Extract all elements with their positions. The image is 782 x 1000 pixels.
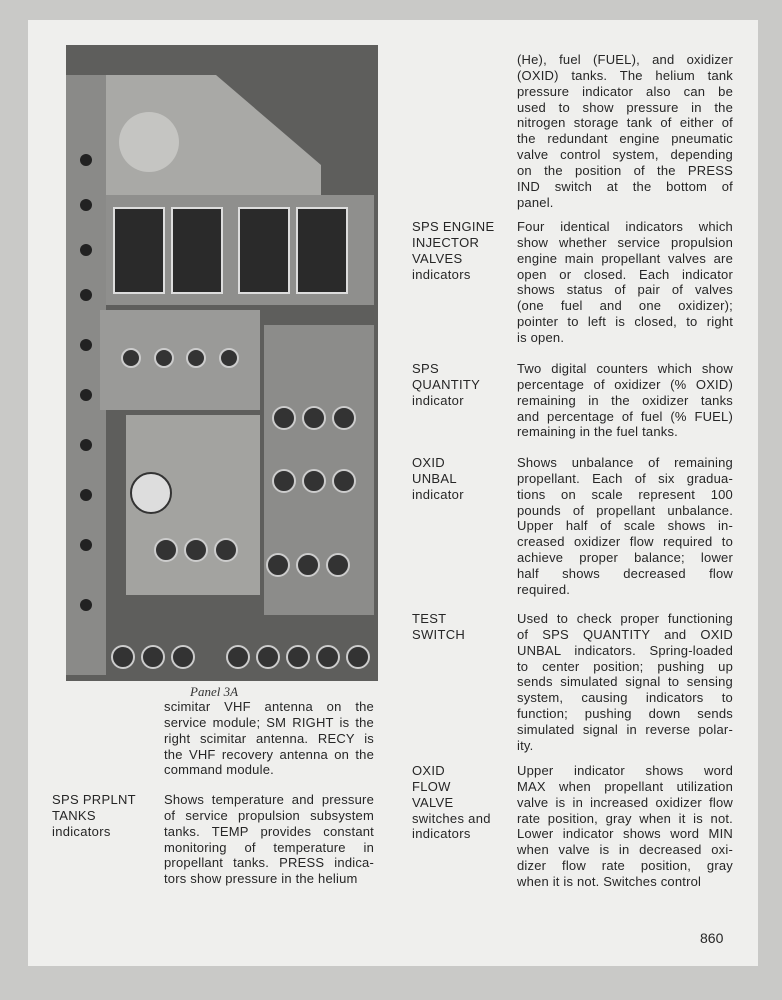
text-line: pounds of propellant unbalance. xyxy=(517,502,733,518)
label-line: VALVE xyxy=(412,794,454,810)
label-line: INJECTOR xyxy=(412,234,480,250)
text-line: command module. xyxy=(164,762,274,778)
desc-sps-prplnt-tanks xyxy=(164,792,374,887)
text-line: Shows temperature and pressure xyxy=(164,792,374,807)
text-line: Shows unbalance of remaining xyxy=(517,455,733,470)
label-sps-engine-injector-valves xyxy=(412,219,494,282)
text-line: creased oxidizer flow required to xyxy=(517,534,733,550)
text-line: ity. xyxy=(517,737,534,753)
text-line: valve control system, depending xyxy=(517,147,733,163)
text-line: pressure indicator also can be xyxy=(517,83,733,99)
label-line: QUANTITY xyxy=(412,376,481,392)
label-line: SPS ENGINE xyxy=(412,219,495,234)
label-oxid-unbal xyxy=(412,455,464,503)
text-line: right scimitar antenna. RECY is xyxy=(164,730,374,746)
label-line: indicators xyxy=(412,266,471,282)
text-line: propellant. Each of six gradua- xyxy=(517,470,733,486)
text-line: panel. xyxy=(517,194,554,210)
label-line: SPS xyxy=(412,361,439,376)
text-line: Used to check proper functioning xyxy=(517,611,733,626)
text-line: MAX when propellant utilization xyxy=(517,778,733,794)
text-line: propellant tanks. PRESS indica- xyxy=(164,855,374,871)
text-line: half shows decreased flow xyxy=(517,565,733,581)
text-line: nitrogen storage tank of either of xyxy=(517,115,733,131)
left-continuation-text xyxy=(164,699,374,778)
text-line: the VHF recovery antenna on the xyxy=(164,746,374,762)
desc-oxid-flow-valve xyxy=(517,763,733,890)
label-line: UNBAL xyxy=(412,470,457,486)
text-line: of service propulsion subsystem xyxy=(164,807,374,823)
text-line: Four identical indicators which xyxy=(517,219,733,234)
text-line: on the position of the PRESS xyxy=(517,162,733,178)
label-line: OXID xyxy=(412,763,445,778)
label-line: SWITCH xyxy=(412,626,466,642)
label-line: TANKS xyxy=(52,807,96,823)
text-line: IND switch at the bottom of xyxy=(517,178,733,194)
desc-sps-engine-injector-valves xyxy=(517,219,733,346)
label-sps-quantity xyxy=(412,361,480,409)
text-line: Two digital counters which show xyxy=(517,361,733,376)
label-line: TEST xyxy=(412,611,447,626)
text-line: simulated signal in reverse polar- xyxy=(517,721,733,737)
text-line: system, causing indicators to xyxy=(517,690,733,706)
text-line: (one fuel and one oxidizer); xyxy=(517,298,733,314)
label-sps-prplnt-tanks xyxy=(52,792,136,840)
label-line: indicator xyxy=(412,392,464,408)
label-line: OXID xyxy=(412,455,445,470)
text-line: show whether service propulsion xyxy=(517,234,733,250)
label-line: indicators xyxy=(412,826,471,842)
text-line: the redundant engine pneumatic xyxy=(517,131,733,147)
figure-caption: Panel 3A xyxy=(190,684,239,699)
label-oxid-flow-valve xyxy=(412,763,491,842)
right-continuation-text xyxy=(517,52,733,210)
text-line: and percentage of fuel (% FUEL) xyxy=(517,408,733,424)
text-line: achieve proper balance; lower xyxy=(517,550,733,566)
text-line: engine main propellant valves are xyxy=(517,250,733,266)
text-line: (He), fuel (FUEL), and oxidizer xyxy=(517,52,733,67)
text-line: sends simulated signal to sensing xyxy=(517,674,733,690)
text-line: tanks. TEMP provides constant xyxy=(164,823,374,839)
text-line: used to show pressure in the xyxy=(517,99,733,115)
desc-test-switch xyxy=(517,611,733,754)
desc-sps-quantity xyxy=(517,361,733,440)
text-line: shows status of pair of valves xyxy=(517,282,733,298)
label-line: FLOW xyxy=(412,778,451,794)
page-number: 860 xyxy=(700,930,724,946)
text-line: Upper half of scale shows in- xyxy=(517,518,733,534)
text-line: tions on scale represent 100 xyxy=(517,486,733,502)
text-line: dizer flow rate position, gray xyxy=(517,858,733,874)
text-line: required. xyxy=(517,581,571,597)
text-line: UNBAL indicators. Spring-loaded xyxy=(517,642,733,658)
text-line: (OXID) tanks. The helium tank xyxy=(517,67,733,83)
text-line: is open. xyxy=(517,329,565,345)
text-line: open or closed. Each indicator xyxy=(517,266,733,282)
text-line: when valve is in decreased oxi- xyxy=(517,842,733,858)
text-line: to center position; pushing up xyxy=(517,658,733,674)
label-line: VALVES xyxy=(412,250,463,266)
label-line: indicators xyxy=(52,823,111,839)
desc-oxid-unbal xyxy=(517,455,733,598)
text-line: function; pushing down sends xyxy=(517,706,733,722)
text-line: remaining in the oxidizer tanks xyxy=(517,392,733,408)
text-line: Lower indicator shows word MIN xyxy=(517,826,733,842)
text-line: scimitar VHF antenna on the xyxy=(164,699,374,714)
text-line: monitoring of temperature in xyxy=(164,839,374,855)
label-line: switches and xyxy=(412,810,491,826)
text-line: pointer to left is closed, to right xyxy=(517,314,733,330)
text-line: service module; SM RIGHT is the xyxy=(164,714,374,730)
text-line: rate position, gray when it is not. xyxy=(517,810,733,826)
text-line: valve is in increased oxidizer flow xyxy=(517,794,733,810)
text-line: percentage of oxidizer (% OXID) xyxy=(517,376,733,392)
text-line: of SPS QUANTITY and OXID xyxy=(517,626,733,642)
text-line: remaining in the fuel tanks. xyxy=(517,424,678,440)
panel-photo xyxy=(66,45,378,681)
label-line: indicator xyxy=(412,486,464,502)
label-line: SPS PRPLNT xyxy=(52,792,136,807)
label-test-switch xyxy=(412,611,465,643)
text-line: when it is not. Switches control xyxy=(517,873,702,889)
control-panel-image xyxy=(66,45,378,681)
text-line: Upper indicator shows word xyxy=(517,763,733,778)
text-line: tors show pressure in the helium xyxy=(164,871,358,887)
